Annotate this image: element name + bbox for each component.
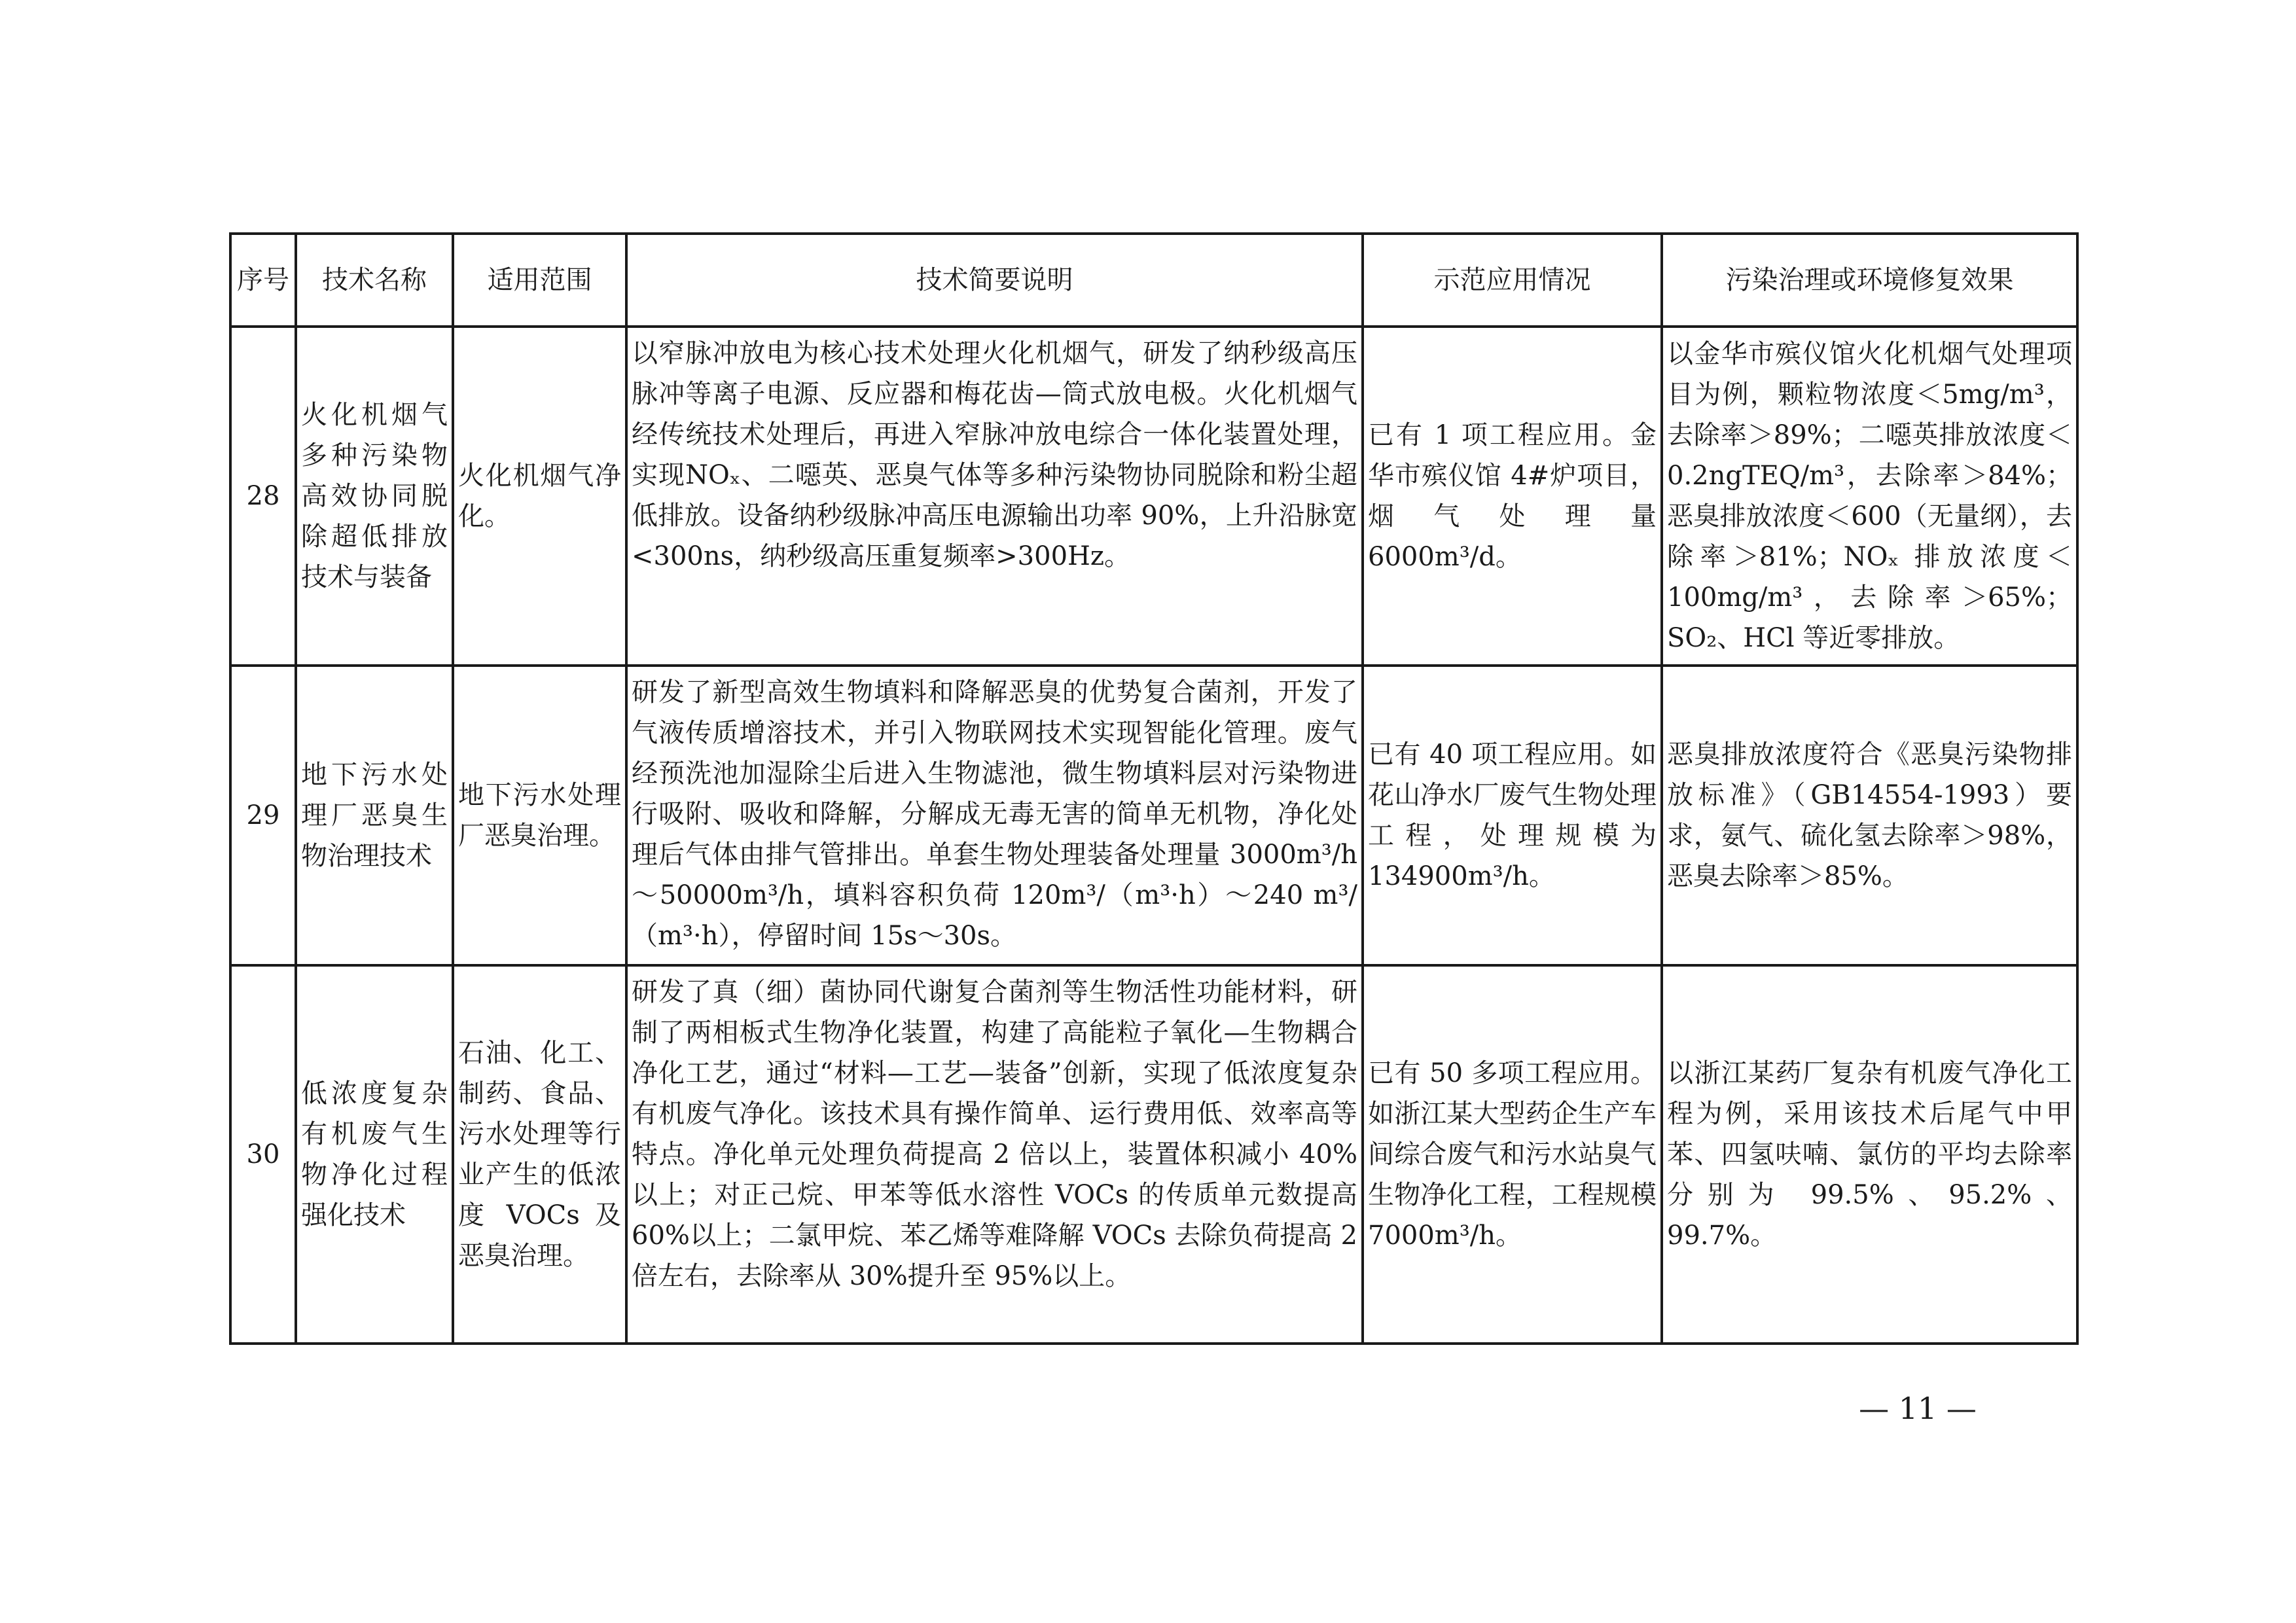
header-seq: 序号 <box>230 234 296 327</box>
cell-description: 以窄脉冲放电为核心技术处理火化机烟气，研发了纳秒级高压脉冲等离子电源、反应器和梅花齿—筒式放电极。火化机烟气经传统技术处理后，再进入窄脉冲放电综合一体化装置处理，实现NOₓ、二噁英、恶臭气体等多种污染物协同脱除和粉尘超低排放。设备纳秒级脉冲高压电源输出功率 90%，上升沿脉宽<300ns，纳秒级高压重复频率>300Hz。 <box>626 327 1363 666</box>
cell-demo: 已有 50 多项工程应用。如浙江某大型药企生产车间综合废气和污水站臭气生物净化工程，工程规模 7000m³/h。 <box>1363 965 1662 1344</box>
cell-description: 研发了真（细）菌协同代谢复合菌剂等生物活性功能材料，研制了两相板式生物净化装置，构建了高能粒子氧化—生物耦合净化工艺，通过“材料—工艺—装备”创新，实现了低浓度复杂有机废气净化。该技术具有操作简单、运行费用低、效率高等特点。净化单元处理负荷提高 2 倍以上，装置体积减小 40%以上；对正己烷、甲苯等低水溶性 VOCs 的传质单元数提高 60%以上；二氯甲烷、苯乙烯等难降解 VOCs 去除负荷提高 2 倍左右，去除率从 30%提升至 95%以上。 <box>626 965 1363 1344</box>
cell-scope: 地下污水处理厂恶臭治理。 <box>453 666 626 965</box>
cell-scope: 火化机烟气净化。 <box>453 327 626 666</box>
cell-scope: 石油、化工、制药、食品、污水处理等行业产生的低浓度 VOCs 及恶臭治理。 <box>453 965 626 1344</box>
cell-description: 研发了新型高效生物填料和降解恶臭的优势复合菌剂，开发了气液传质增溶技术，并引入物联网技术实现智能化管理。废气经预洗池加湿除尘后进入生物滤池，微生物填料层对污染物进行吸附、吸收和降解，分解成无毒无害的简单无机物，净化处理后气体由排气管排出。单套生物处理装备处理量 3000m³/h～50000m³/h，填料容积负荷 120m³/（m³·h）～240 m³/（m³·h），停留时间 15s～30s。 <box>626 666 1363 965</box>
table-row <box>230 965 2077 1344</box>
cell-seq: 30 <box>230 965 296 1344</box>
cell-effect: 恶臭排放浓度符合《恶臭污染物排放标准》（GB14554-1993）要求，氨气、硫化氢去除率＞98%，恶臭去除率＞85%。 <box>1662 666 2077 965</box>
cell-seq: 28 <box>230 327 296 666</box>
table-row <box>230 666 2077 965</box>
cell-effect: 以浙江某药厂复杂有机废气净化工程为例，采用该技术后尾气中甲苯、四氢呋喃、氯仿的平均去除率分别为 99.5%、95.2%、99.7%。 <box>1662 965 2077 1344</box>
header-demo: 示范应用情况 <box>1363 234 1662 327</box>
cell-name: 火化机烟气多种污染物高效协同脱除超低排放技术与装备 <box>296 327 453 666</box>
cell-name: 地下污水处理厂恶臭生物治理技术 <box>296 666 453 965</box>
table-header-row <box>230 234 2077 327</box>
header-name: 技术名称 <box>296 234 453 327</box>
header-description: 技术简要说明 <box>626 234 1363 327</box>
cell-demo: 已有 1 项工程应用。金华市殡仪馆 4#炉项目，烟气处理量 6000m³/d。 <box>1363 327 1662 666</box>
cell-seq: 29 <box>230 666 296 965</box>
cell-effect: 以金华市殡仪馆火化机烟气处理项目为例，颗粒物浓度＜5mg/m³，去除率＞89%；二噁英排放浓度＜0.2ngTEQ/m³，去除率＞84%；恶臭排放浓度＜600（无量纲），去除率＞81%；NOₓ 排放浓度＜100mg/m³，去除率＞65%；SO₂、HCl 等近零排放。 <box>1662 327 2077 666</box>
technology-table <box>229 232 2079 1345</box>
table-row <box>230 327 2077 666</box>
cell-name: 低浓度复杂有机废气生物净化过程强化技术 <box>296 965 453 1344</box>
cell-demo: 已有 40 项工程应用。如花山净水厂废气生物处理工程，处理规模为 134900m³/h。 <box>1363 666 1662 965</box>
header-effect: 污染治理或环境修复效果 <box>1662 234 2077 327</box>
page-number: — 11 — <box>1859 1391 1977 1426</box>
header-scope: 适用范围 <box>453 234 626 327</box>
